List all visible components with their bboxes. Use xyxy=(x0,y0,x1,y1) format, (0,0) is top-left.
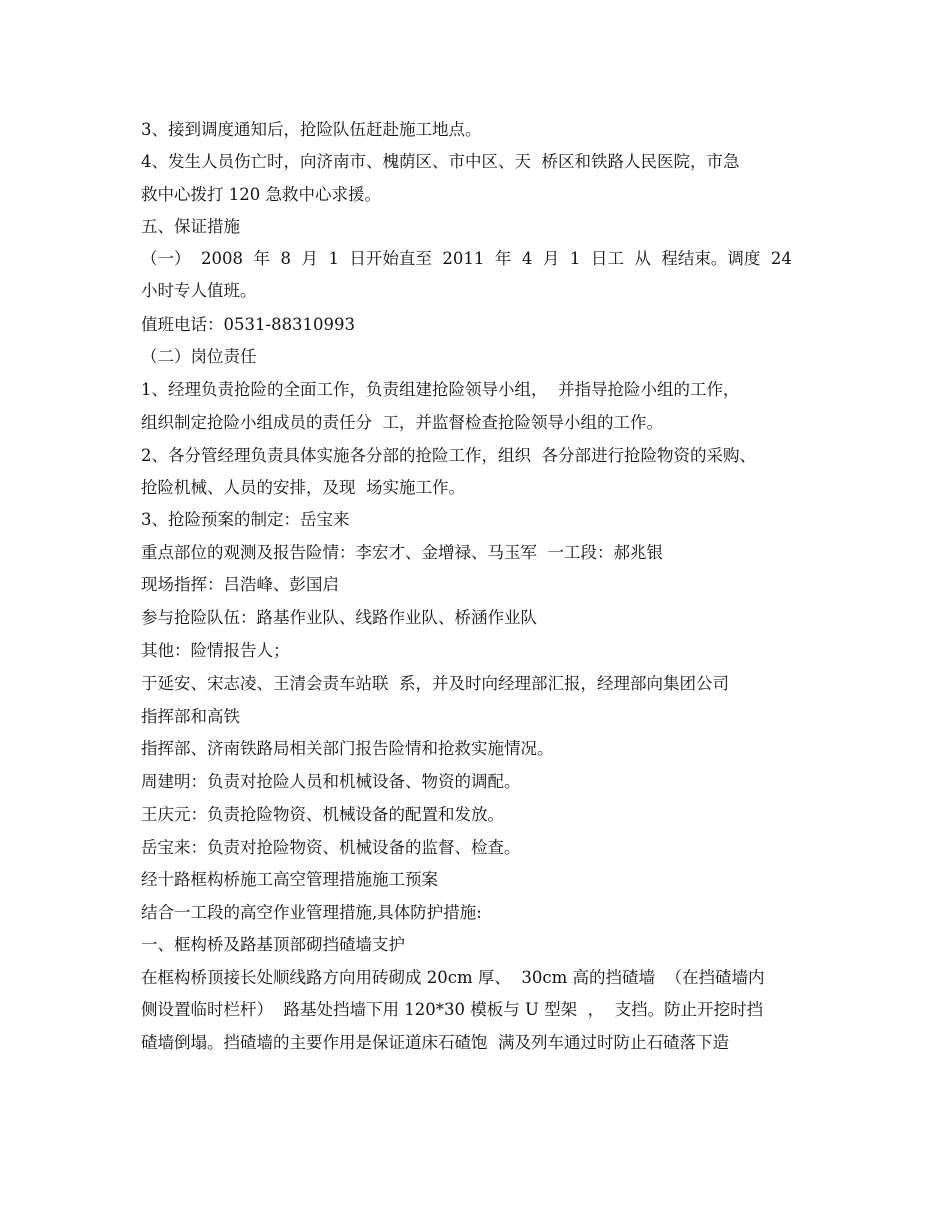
text-line: 岳宝来：负责对抢险物资、机械设备的监督、检查。 xyxy=(141,838,521,857)
text-line: 抢险机械、人员的安排，及现 场实施工作。 xyxy=(141,478,465,497)
text-line: 3、接到调度通知后，抢险队伍赶赴施工地点。 xyxy=(141,120,482,139)
text-line: 救中心拨打 120 急救中心求援。 xyxy=(141,185,381,204)
text-line: 其他：险情报告人； xyxy=(141,641,290,660)
text-line: 于延安、宋志凌、王清会责车站联 系，并及时向经理部汇报，经理部向集团公司 xyxy=(141,674,729,693)
text-line: 指挥部、济南铁路局相关部门报告险情和抢救实施情况。 xyxy=(141,739,554,758)
text-line: 组织制定抢险小组成员的责任分 工，并监督检查抢险领导小组的工作。 xyxy=(141,413,663,432)
text-line: 在框构桥顶接长处顺线路方向用砖砌成 20cm 厚、 30cm 高的挡碴墙 （在挡碴墙内 xyxy=(141,968,765,987)
text-line: 碴墙倒塌。挡碴墙的主要作用是保证道床石碴饱 满及列车通过时防止石碴落下造 xyxy=(141,1033,729,1052)
section-heading: （二）岗位责任 xyxy=(141,347,257,366)
text-line: 小时专人值班。 xyxy=(141,281,257,300)
section-heading: 五、保证措施 xyxy=(141,217,240,236)
text-line: 值班电话：0531-88310993 xyxy=(141,315,356,334)
section-heading: 经十路框构桥施工高空管理措施施工预案 xyxy=(141,870,438,889)
text-line: 周建明：负责对抢险人员和机械设备、物资的调配。 xyxy=(141,772,521,791)
text-line: 3、抢险预案的制定：岳宝来 xyxy=(141,510,350,529)
text-line: 参与抢险队伍：路基作业队、线路作业队、桥涵作业队 xyxy=(141,608,537,627)
text-line: 王庆元：负责抢险物资、机械设备的配置和发放。 xyxy=(141,805,504,824)
section-heading: 一、框构桥及路基顶部砌挡碴墙支护 xyxy=(141,935,405,954)
text-line: 指挥部和高铁 xyxy=(141,707,240,726)
text-line: 侧设置临时栏杆） 路基处挡墙下用 120*30 模板与 U 型架 ， 支挡。防止开挖时挡 xyxy=(141,1000,764,1019)
text-line: 结合一工段的高空作业管理措施,具体防护措施: xyxy=(141,903,482,922)
text-line: 1、经理负责抢险的全面工作，负责组建抢险领导小组， 并指导抢险小组的工作， xyxy=(141,380,740,399)
text-line: 现场指挥：吕浩峰、彭国启 xyxy=(141,575,339,594)
text-line: 4、发生人员伤亡时，向济南市、槐荫区、市中区、天 桥区和铁路人民医院，市急 xyxy=(141,152,740,171)
text-line: 2、各分管经理负责具体实施各分部的抢险工作，组织 各分部进行抢险物资的采购、 xyxy=(141,446,756,465)
text-line: 重点部位的观测及报告险情：李宏才、金增禄、马玉军 一工段：郝兆银 xyxy=(141,543,663,562)
text-line: （一） 2008 年 8 月 1 日开始直至 2011 年 4 月 1 日工 从 程结束。调度 24 xyxy=(141,249,792,268)
